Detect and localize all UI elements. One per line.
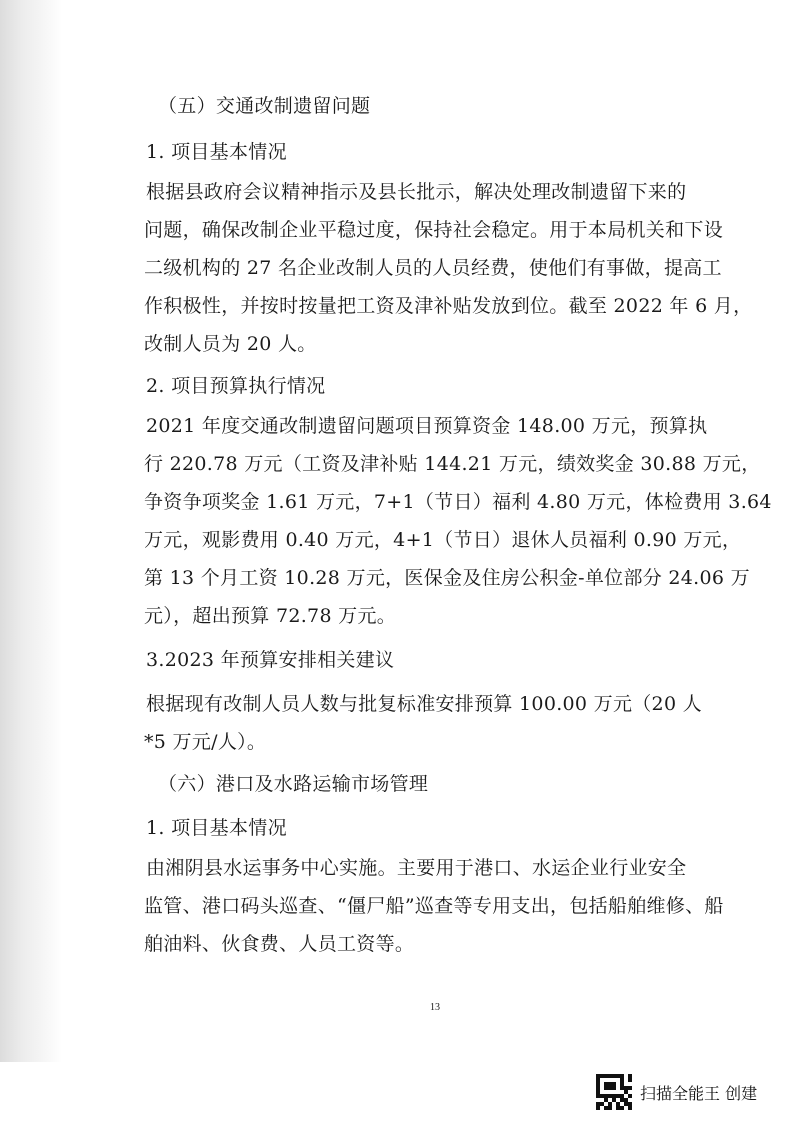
section-heading-6: （六）港口及水路运输市场管理	[158, 773, 429, 795]
paragraph-line: 舶油料、伙食费、人员工资等。	[144, 933, 415, 955]
paragraph-line: 行 220.78 万元（工资及津补贴 144.21 万元，绩效奖金 30.88 万元，	[144, 453, 761, 475]
paragraph-line: 监管、港口码头巡查、“僵尸船”巡查等专用支出，包括船舶维修、船	[144, 895, 724, 917]
subheading-basic-info: 1. 项目基本情况	[146, 817, 287, 839]
paragraph-line: *5 万元/人）。	[144, 731, 267, 753]
watermark-text: 扫描全能王 创建	[640, 1083, 758, 1103]
subheading-budget-suggestion: 3.2023 年预算安排相关建议	[146, 649, 395, 671]
paragraph-line: 由湘阴县水运事务中心实施。主要用于港口、水运企业行业安全	[146, 857, 687, 879]
document-page	[70, 0, 793, 1060]
paragraph-line: 元），超出预算 72.78 万元。	[144, 605, 397, 627]
paragraph-line: 作积极性，并按时按量把工资及津补贴发放到位。截至 2022 年 6 月，	[144, 295, 753, 317]
paragraph-line: 第 13 个月工资 10.28 万元，医保金及住房公积金-单位部分 24.06 万	[144, 567, 750, 589]
paragraph-line: 问题，确保改制企业平稳过度，保持社会稳定。用于本局机关和下设	[144, 219, 724, 241]
subheading-budget-execution: 2. 项目预算执行情况	[146, 375, 326, 397]
subheading-basic-info: 1. 项目基本情况	[146, 141, 287, 163]
scan-edge-shadow	[0, 0, 62, 1122]
paragraph-line: 根据县政府会议精神指示及县长批示，解决处理改制遗留下来的	[146, 181, 687, 203]
paragraph-line: 万元，观影费用 0.40 万元，4+1（节日）退休人员福利 0.90 万元，	[144, 529, 742, 551]
section-heading-5: （五）交通改制遗留问题	[158, 95, 371, 117]
qr-code-icon	[596, 1074, 632, 1110]
scanner-watermark	[596, 1070, 786, 1114]
paragraph-line: 争资争项奖金 1.61 万元，7+1（节日）福利 4.80 万元，体检费用 3.64	[144, 491, 772, 513]
page-number: 13	[430, 1002, 440, 1013]
paragraph-line: 二级机构的 27 名企业改制人员的人员经费，使他们有事做，提高工	[144, 257, 722, 279]
paragraph-line: 改制人员为 20 人。	[144, 333, 317, 355]
paragraph-line: 2021 年度交通改制遗留问题项目预算资金 148.00 万元，预算执	[146, 415, 708, 437]
paragraph-line: 根据现有改制人员人数与批复标准安排预算 100.00 万元（20 人	[146, 693, 702, 715]
